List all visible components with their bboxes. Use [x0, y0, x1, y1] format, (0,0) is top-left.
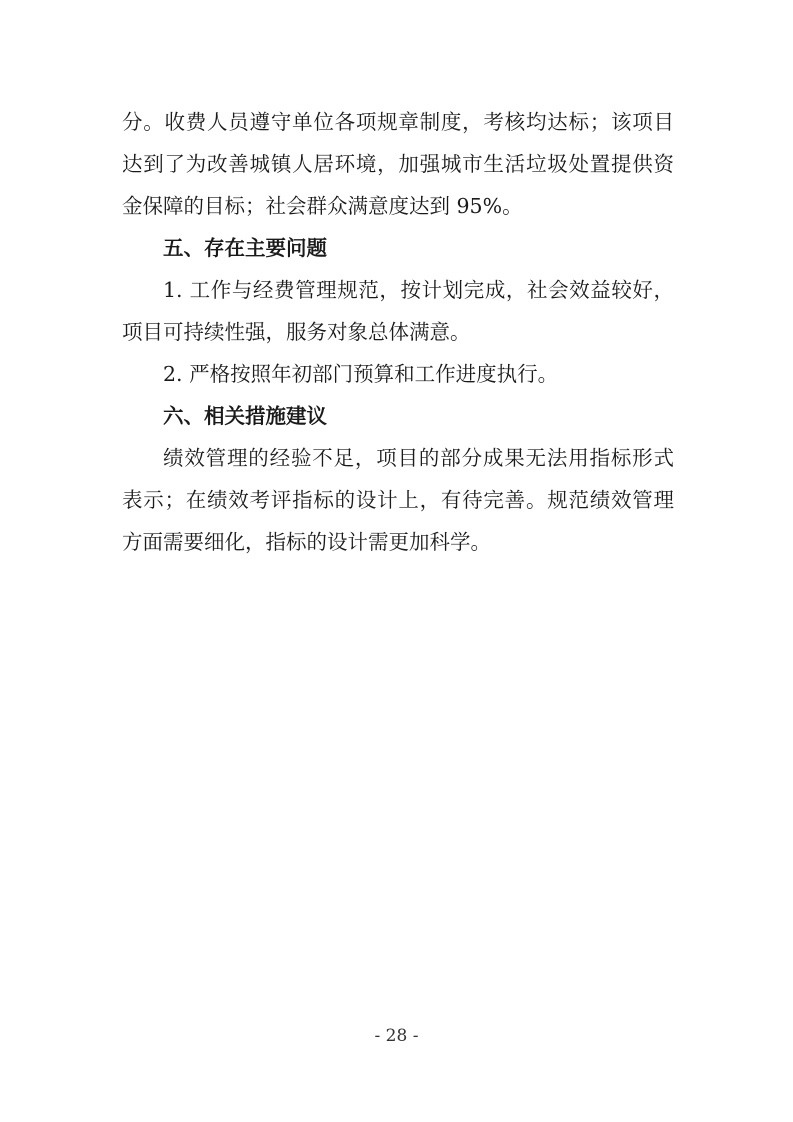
paragraph-line: 方面需要细化，指标的设计需更加科学。 [122, 530, 491, 554]
paragraph-line: 绩效管理的经验不足，项目的部分成果无法用指标形式 [163, 446, 674, 470]
section-heading-suggestions: 六、相关措施建议 [163, 404, 327, 428]
paragraph-line: 金保障的目标；社会群众满意度达到 95%。 [122, 194, 523, 218]
paragraph-line: 项目可持续性强，服务对象总体满意。 [122, 320, 471, 344]
paragraph-line: 1. 工作与经费管理规范，按计划完成，社会效益较好， [163, 278, 674, 302]
page-number: - 28 - [374, 1026, 419, 1046]
paragraph-line: 表示；在绩效考评指标的设计上，有待完善。规范绩效管理 [122, 488, 674, 512]
paragraph-line: 分。收费人员遵守单位各项规章制度，考核均达标；该项目 [122, 110, 674, 134]
section-heading-problems: 五、存在主要问题 [163, 236, 327, 260]
paragraph-line: 达到了为改善城镇人居环境，加强城市生活垃圾处置提供资 [122, 152, 674, 176]
paragraph-line: 2. 严格按照年初部门预算和工作进度执行。 [163, 362, 559, 386]
